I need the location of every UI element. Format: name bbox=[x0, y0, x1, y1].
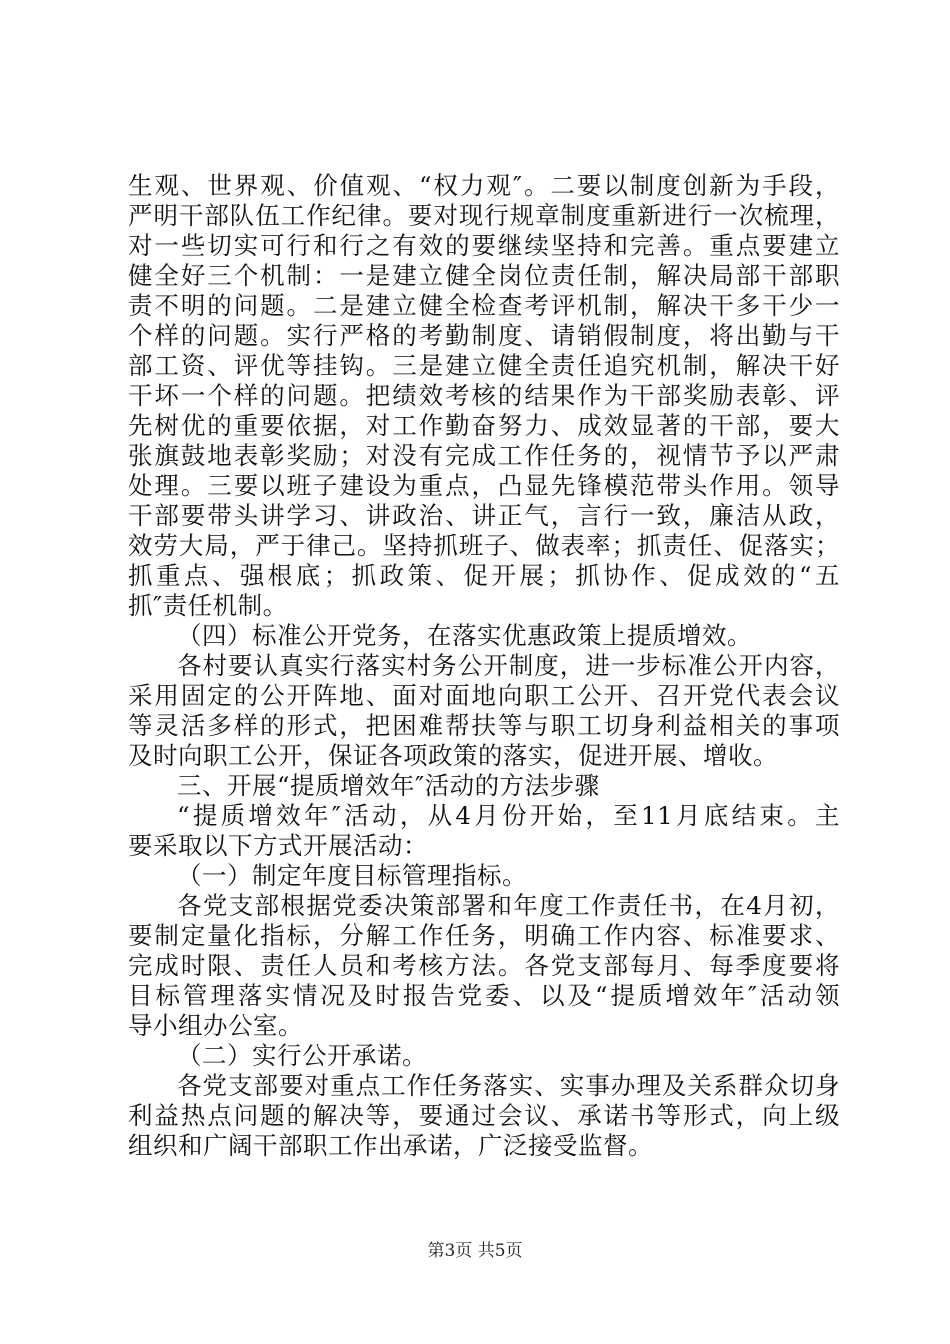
text-line: 部工资、评优等挂钩。三是建立健全责任追究机制，解决干好 bbox=[128, 351, 840, 380]
section-heading-1: （一）制定年度目标管理指标。 bbox=[177, 861, 527, 890]
section-heading-2: （二）实行公开承诺。 bbox=[177, 1041, 427, 1070]
text-line: 要采取以下方式开展活动： bbox=[128, 831, 428, 860]
text-line: 先树优的重要依据，对工作勤奋努力、成效显著的干部，要大 bbox=[128, 411, 840, 440]
text-line: 利益热点问题的解决等，要通过会议、承诺书等形式，向上级 bbox=[128, 1101, 840, 1130]
text-line: 抓″责任机制。 bbox=[128, 591, 288, 620]
text-line: 等灵活多样的形式，把困难帮扶等与职工切身利益相关的事项 bbox=[128, 711, 840, 740]
text-line: 完成时限、责任人员和考核方法。各党支部每月、每季度要将 bbox=[128, 951, 840, 980]
page-number-footer: 第3页 共5页 bbox=[427, 1241, 523, 1261]
text-line: 生观、世界观、价值观、“权力观″。二要以制度创新为手段， bbox=[128, 171, 840, 200]
text-line: “提质增效年″活动，从4月份开始，至11月底结束。主 bbox=[177, 801, 840, 830]
document-body bbox=[128, 171, 840, 1161]
text-line: 各党支部根据党委决策部署和年度工作责任书，在4月初， bbox=[177, 891, 840, 920]
text-line: 抓重点、强根底；抓政策、促开展；抓协作、促成效的“五 bbox=[128, 561, 840, 590]
text-line: 组织和广阔干部职工作出承诺，广泛接受监督。 bbox=[128, 1131, 653, 1160]
text-line: 干坏一个样的问题。把绩效考核的结果作为干部奖励表彰、评 bbox=[128, 381, 840, 410]
text-line: 健全好三个机制：一是建立健全岗位责任制，解决局部干部职 bbox=[128, 261, 840, 290]
text-line: 各党支部要对重点工作任务落实、实事办理及关系群众切身 bbox=[177, 1071, 840, 1100]
text-line: 个样的问题。实行严格的考勤制度、请销假制度，将出勤与干 bbox=[128, 321, 840, 350]
section-heading-4: （四）标准公开党务，在落实优惠政策上提质增效。 bbox=[177, 621, 752, 650]
text-line: 处理。三要以班子建设为重点，凸显先锋模范带头作用。领导 bbox=[128, 471, 840, 500]
text-line: 及时向职工公开，保证各项政策的落实，促进开展、增收。 bbox=[128, 741, 778, 770]
text-line: 效劳大局，严于律己。坚持抓班子、做表率；抓责任、促落实； bbox=[128, 531, 840, 560]
text-line: 张旗鼓地表彰奖励；对没有完成工作任务的，视情节予以严肃 bbox=[128, 441, 840, 470]
text-line: 要制定量化指标，分解工作任务，明确工作内容、标准要求、 bbox=[128, 921, 840, 950]
text-line: 对一些切实可行和行之有效的要继续坚持和完善。重点要建立 bbox=[128, 231, 840, 260]
text-line: 干部要带头讲学习、讲政治、讲正气，言行一致，廉洁从政， bbox=[128, 501, 840, 530]
text-line: 责不明的问题。二是建立健全检查考评机制，解决干多干少一 bbox=[128, 291, 840, 320]
chapter-heading-3: 三、开展“提质增效年″活动的方法步骤 bbox=[177, 771, 600, 800]
text-line: 目标管理落实情况及时报告党委、以及“提质增效年″活动领 bbox=[128, 981, 840, 1010]
text-line: 采用固定的公开阵地、面对面地向职工公开、召开党代表会议 bbox=[128, 681, 840, 710]
text-line: 各村要认真实行落实村务公开制度，进一步标准公开内容， bbox=[177, 651, 840, 680]
text-line: 导小组办公室。 bbox=[128, 1011, 303, 1040]
text-line: 严明干部队伍工作纪律。要对现行规章制度重新进行一次梳理， bbox=[128, 201, 840, 230]
